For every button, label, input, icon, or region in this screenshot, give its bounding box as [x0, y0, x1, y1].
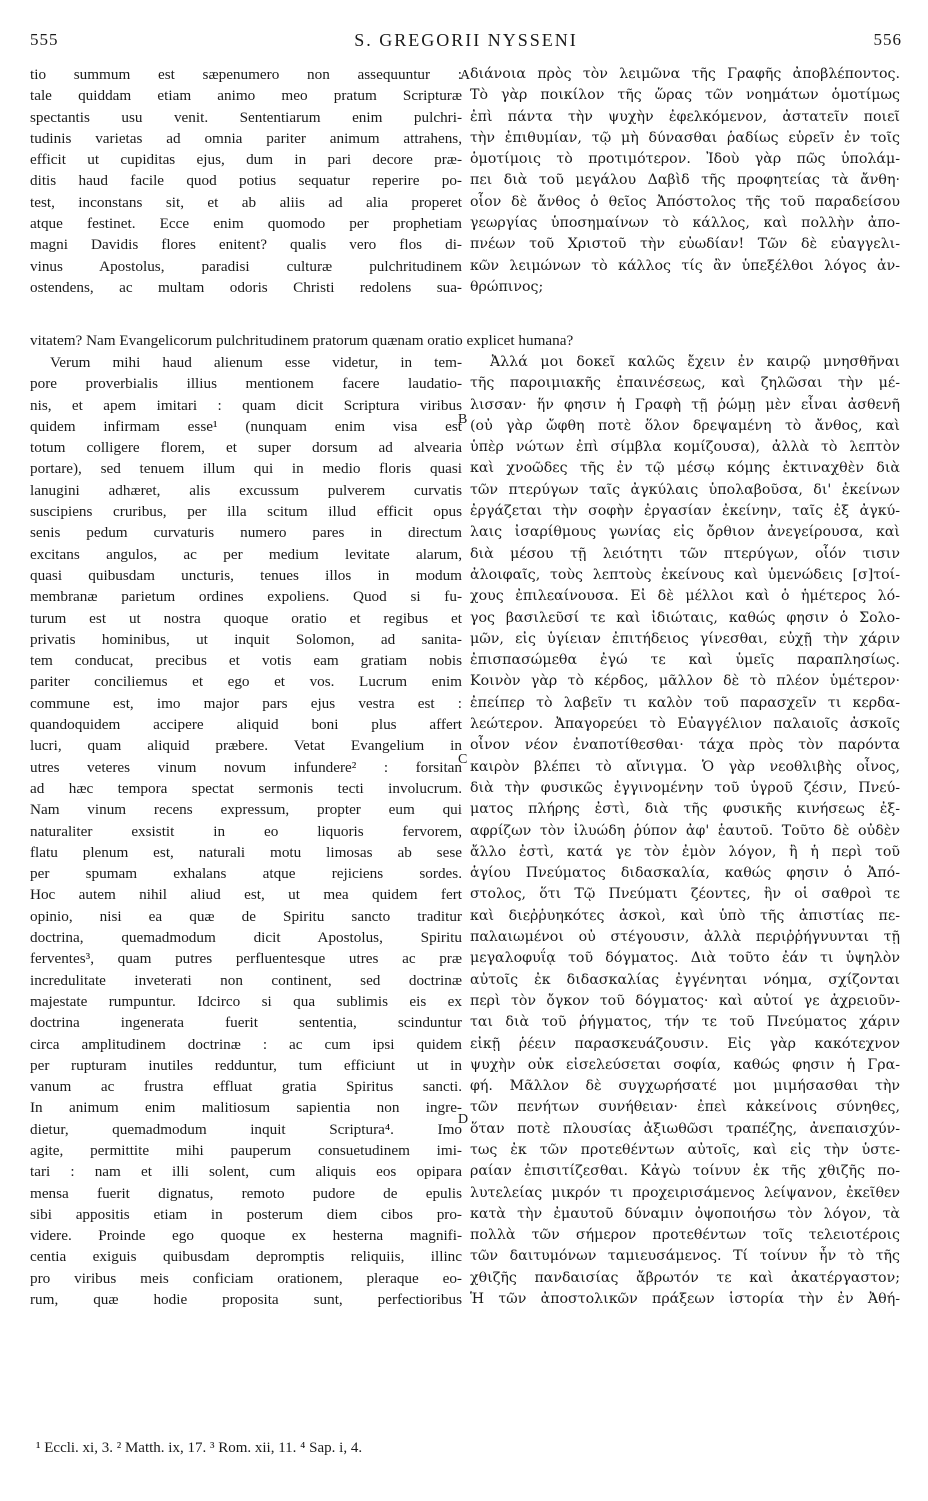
margin-marker-b: B — [458, 412, 468, 427]
text-line: magni Davidis flores enitent? qualis vero flos di- — [30, 236, 462, 254]
text-line: suscipiens cruribus, per illa scitum illud efficit opus — [30, 503, 462, 521]
greek-column-main — [470, 352, 900, 1310]
text-line: εἰκῇ ῥέειν παρασκευάζουσιν. Εἰς γὰρ κακότεχνον — [470, 1035, 900, 1052]
text-line: ἐπισπασώμεθα ἐγώ τε καὶ ὑμεῖς παραπλησίως. — [470, 652, 900, 669]
text-line: διὰ μέσου τῇ λειότητι τῶν πτερύγων, οἷόν τισιν — [470, 545, 900, 562]
text-line: tari : nam et illi solent, cum aliquis eos opipara — [30, 1163, 462, 1181]
text-line: turum est ut nostra quoque oratio et regibus et — [30, 609, 462, 627]
text-line: οἶνον νέον ἐναποτίθεσθαι· τάχα πρὸς τὸν παρόντα — [470, 737, 900, 754]
text-line: excitans angulos, ac per medium levitate alarum, — [30, 545, 462, 563]
text-line: tio summum est sæpenumero non assequuntur : — [30, 66, 462, 83]
text-line: tudinis varietas ad omnia pariter animum attrahens, — [30, 129, 462, 147]
text-line: ἀλοιφαῖς, τοὺς λεπτοὺς ἐκείνους καὶ ὑμενώδεις [σ]τοί- — [470, 566, 900, 583]
text-line: ferventes³, quam putres perfluentesque utres ac præ — [30, 950, 462, 968]
text-line: ψυχὴν οὐκ εἰσελεύσεται σοφία, καθώς φησιν ἡ Γρα- — [470, 1056, 900, 1073]
text-line: sibi appositis etiam in posterum diem cibos pro- — [30, 1205, 462, 1223]
text-line: ὑπὲρ νώτων ἐπὶ σίμβλα κομίζουσα), ἀλλὰ τὸ λεπτὸν — [470, 439, 900, 456]
text-line: nis, et apem imitari : quam dicit Scriptura viribus — [30, 396, 462, 414]
text-line: efficit ut cupiditas ejus, dum in pari decore præ- — [30, 151, 462, 169]
text-line: καιρὸν βλέπει τὸ αἴνιγμα. Ὁ γὰρ νεοθλιβὴς οἶνος, — [470, 758, 900, 775]
text-line: pro viribus meis conficiam orationem, pleraque eo- — [30, 1269, 462, 1287]
text-line: privatis hominibus, ut inquit Solomon, ad sanita- — [30, 630, 462, 648]
text-line: φή. Μᾶλλον δὲ συγχωρήσατέ μοι μιμήσασθαι τὴν — [470, 1078, 900, 1095]
text-line: portare), sed tenuem illum qui in medio floris quasi — [30, 460, 462, 478]
text-line: per spumam exhalans atque rejiciens sordes. — [30, 865, 462, 883]
text-line: lanugini adhæret, alis excussum pulverem curvatis — [30, 481, 462, 499]
text-line: τῶν δαιτυμόνων ταμιευσάμενος. Τί τοίνυν ἦν τὸ τῆς — [470, 1248, 900, 1265]
latin-column-top — [30, 64, 462, 298]
text-line: πει διὰ τοῦ μεγάλου Δαβὶδ τῆς προφητείας τὰ ἄνθη· — [470, 172, 900, 189]
text-line: κατὰ τὴν ἐμαυτοῦ δύναμιν ὀψοποιήσω τὸν λόγον, τὰ — [470, 1205, 900, 1222]
text-line: pariter conciliemus et ego et vos. Lucrum enim — [30, 673, 462, 691]
text-line: quasi quibusdam uncturis, tenues illos in modum — [30, 566, 462, 584]
text-line: incredulitate inveterati non continent, sed doctrinæ — [30, 971, 462, 989]
text-line: στολος, ὅτι Τῷ Πνεύματι ζέοντες, ἣν οἱ σαθροὶ τε — [470, 886, 900, 903]
text-line: τῶν πενήτων συνήθειαν· ἐπεὶ κἀκείνοις σύνηθες, — [470, 1099, 900, 1116]
text-line: Τὸ γὰρ ποικίλον τῆς ὥρας τῶν νοημάτων ὁμοτίμως — [470, 87, 900, 104]
text-line: λαις ἰσαρίθμους γωνίας εἰς ὄρθιον ἀνεγείρουσα, καὶ — [470, 524, 900, 541]
text-line: agite, permittite mihi pauperum consuetudinem imi- — [30, 1141, 462, 1159]
text-line: commune est, imo major pars ejus vestra est : — [30, 694, 462, 712]
running-header — [30, 30, 902, 60]
text-line: οἷον δὲ ἄνθος ὁ θεῖος Ἀπόστολος τῆς τοῦ παραδείσου — [470, 193, 900, 210]
text-line: utres veteres vinum novum infundere² : forsitan — [30, 758, 462, 776]
text-line: senis pedum curvaturis numero pares in directum — [30, 524, 462, 542]
text-line: λεώτερον. Ἀπαγορεύει τὸ Εὐαγγέλιον παλαιοῖς ἀσκοῖς — [470, 716, 900, 733]
margin-marker-d: D — [458, 1112, 469, 1127]
text-line: χθιζῆς πανδαισίας ἄβρωτόν τε καὶ ἀκατέργαστον; — [470, 1269, 900, 1286]
text-line: flatu plenum est, naturali motu limosas ab sese — [30, 843, 462, 861]
text-line: τῆς παροιμιακῆς ἐπαινέσεως, καὶ ζηλῶσαι τὴν μέ- — [470, 375, 900, 392]
text-line: κῶν λειμώνων τὸ κάλλος τίς ἂν ὑπεξέλθοι λόγος ἀν- — [470, 257, 900, 274]
text-line: μῶν, εἰς ὑγίειαν ἐπιτήδειος γίνεσθαι, εὐχῇ τὴν χάριν — [470, 630, 900, 647]
text-line: ἐπείπερ τὸ λαβεῖν τι καλὸν τοῦ παρασχεῖν τι κερδα- — [470, 694, 900, 711]
running-title: S. GREGORII NYSSENI — [354, 30, 578, 50]
text-line: ται διὰ τοῦ ῥήγματος, τήν τε τοῦ Πνεύματος χάριν — [470, 1014, 900, 1031]
text-line: totum colligere florem, et super dorsum ad alvearia — [30, 439, 462, 457]
text-line: τῶν πτερύγων ταῖς ἀγκύλαις ὑπολαβοῦσα, δι' ἐκείνων — [470, 481, 900, 498]
text-line: mensa fuerit dignatus, remoto pudore de epulis — [30, 1184, 462, 1202]
text-line: ραίαν ἐπισιτίζεσθαι. Κἀγὼ τοίνυν ἐκ τῆς χθιζῆς πο- — [470, 1163, 900, 1180]
text-line: Ἡ τῶν ἀποστολικῶν πράξεων ἱστορία τὴν ἐν Ἀθή- — [470, 1291, 900, 1308]
text-line: membranæ parietum ordines expoliens. Quod si fu- — [30, 588, 462, 606]
text-line: pore proverbialis illius mentionem facere laudatio- — [30, 375, 462, 393]
text-line: lucri, quam aliquid præbere. Vetat Evangelium in — [30, 737, 462, 755]
text-line: Nam vinum recens expressum, propter eum qui — [30, 801, 462, 819]
text-line: γος βασιλεῦσί τε καὶ ἰδιώταις, καθώς φησιν ὁ Σολο- — [470, 609, 900, 626]
page-number-right: 556 — [873, 30, 902, 49]
text-line: λισσαν· ἥν φησιν ἡ Γραφὴ τῇ ῥώμῃ μὲν εἶναι ἀσθενῆ — [470, 396, 900, 413]
text-line: spectantis usu venit. Sententiarum enim pulchri- — [30, 108, 462, 126]
text-line: αὐτοῖς ἐκ διδασκαλίας ἐγγένηται νόημα, σχίζονται — [470, 971, 900, 988]
text-line: centia exiguis quibusdam depromptis reliquiis, illinc — [30, 1248, 462, 1266]
text-line: ὅταν ποτὲ πλουσίας ἀξιωθῶσι τραπέζης, ἀνεπαισχύν- — [470, 1120, 900, 1137]
text-line: ὁμοτίμοις τὸ προτιμότερον. Ἰδοὺ γὰρ πῶς ὑπολάμ- — [470, 151, 900, 168]
text-line: αφρίζων τὸν ἰλυώδη ῥύπον ἀφ' ἑαυτοῦ. Τοῦτο δὲ οὐδὲν — [470, 822, 900, 839]
text-line: vinus Apostolus, paradisi culturæ pulchritudinem — [30, 257, 462, 275]
text-line: καὶ χνοῶδες τῆς ἐν τῷ μέσῳ κόμης ἐκτιναχθὲν διὰ — [470, 460, 900, 477]
text-line: quidem infirmam esse¹ (nunquam enim visa est — [30, 417, 462, 435]
text-line: majestate rumpuntur. Idcirco si qua sublimis eis ex — [30, 992, 462, 1010]
text-line: μεγαλοφυΐᾳ τοῦ δόγματος. Διὰ τοῦτο ἐάν τι ὑψηλὸν — [470, 950, 900, 967]
text-line: διὰ τὴν φυσικῶς ἐγγινομένην τοῦ ὑγροῦ ζέσιν, Πνεύ- — [470, 779, 900, 796]
text-line: quandoquidem accipere aliquid boni plus affert — [30, 716, 462, 734]
text-line: γεωργίας ὑποσημαίνων τὸ κάλλος, καὶ πολλὴν ἀπο- — [470, 215, 900, 232]
text-line: ad hæc tempora spectat sermonis tecti involucrum. — [30, 779, 462, 797]
text-line: circa amplitudinem doctrinæ : ac cum ipsi quidem — [30, 1035, 462, 1053]
text-line: per rupturam inutiles redduntur, tum efficiunt ut in — [30, 1056, 462, 1074]
text-line: vanum ac frustra effluat gratia Spiritus sancti. — [30, 1078, 462, 1096]
text-line: περὶ τὸν ὄγκον τοῦ δόγματος· καὶ αὐτοί γε ἀχρειοῦν- — [470, 992, 900, 1009]
text-line: dietur, quemadmodum inquit Scriptura⁴. Imo — [30, 1120, 462, 1138]
text-line: Κοινὸν γὰρ τὸ κέρδος, μᾶλλον δὲ τὸ πλέον ὑμέτερον· — [470, 673, 900, 690]
text-line: πνέων τοῦ Χριστοῦ τὴν εὐωδίαν! Τῶν δὲ εὐαγγελι- — [470, 236, 900, 253]
margin-marker-c: C — [458, 752, 468, 767]
text-line: tem conducat, precibus et votis eam gratiam nobis — [30, 652, 462, 670]
page-number-left: 555 — [30, 30, 59, 49]
text-line: Hoc autem nihil aliud est, ut mea quidem fert — [30, 886, 462, 904]
text-line: ἁγίου Πνεύματος διδασκαλία, καθώς φησιν ὁ Ἀπό- — [470, 865, 900, 882]
text-line: test, inconstans sit, et ab aliis ad alia properet — [30, 193, 462, 211]
text-line: λυτελείας μικρόν τι προχειρισάμενος λείψανον, ἐκεῖθεν — [470, 1184, 900, 1201]
text-line: ditis haud facile quod potius sequatur reperire po- — [30, 172, 462, 190]
text-line: ostendens, ac multam odoris Christi redolens sua- — [30, 278, 462, 296]
text-line: atque festinet. Ecce enim quomodo per prophetiam — [30, 215, 462, 233]
text-line: ἐπὶ πάντα τὴν ψυχὴν ἐφελκόμενον, ἀστατεῖν ποιεῖ — [470, 108, 900, 125]
text-line: διάνοια πρὸς τὸν λειμῶνα τῆς Γραφῆς ἀποβλέποντος. — [470, 66, 900, 82]
text-line: ἄλλο ἐστὶ, κατά γε τὸν ἐμὸν λόγον, ἢ ἡ περὶ τοῦ — [470, 843, 900, 860]
text-line: ἐργάζεται τὴν σοφὴν ἐργασίαν ἐκείνην, ταῖς ἐξ ἀγκύ- — [470, 503, 900, 520]
text-line: θρώπινος; — [470, 278, 544, 295]
text-line: tale quiddam etiam animo meo pratum Scripturæ — [30, 87, 462, 105]
text-line: καὶ διεῤῥυηκότες ἀσκοὶ, καὶ ὑπὸ τῆς ἀπιστίας πε- — [470, 907, 900, 924]
text-line: ματος πλήρης ἐστὶ, διὰ τῆς φυσικῆς κινήσεως ἐξ- — [470, 801, 900, 818]
latin-column-main — [30, 352, 462, 1310]
text-line: χους ἐπιλεαίνουσα. Εἰ δὲ μέλλοι καὶ ὁ ἡμέτερος λό- — [470, 588, 900, 605]
text-line: τὴν ἐπιθυμίαν, τῷ μὴ δύνασθαι ῥαδίως εὑρεῖν ἐν τοῖς — [470, 129, 900, 146]
greek-column-top — [470, 64, 900, 298]
text-line: opinio, nisi ea quæ de Spiritu sancto traditur — [30, 907, 462, 925]
bridge-line: vitatem? Nam Evangelicorum pulchritudinem pratorum quænam oratio explicet humana? — [30, 332, 574, 349]
margin-marker-a: A — [460, 68, 471, 83]
text-line: τως ἐκ τῶν προτεθέντων αὐτοῖς, καὶ εἰς τὴν ὑστε- — [470, 1141, 900, 1158]
text-line: doctrina ingenerata fuerit sententia, scinduntur — [30, 1014, 462, 1032]
text-line: rum, quæ hodie proposita sunt, perfectioribus — [30, 1291, 462, 1309]
text-line: In animum enim malitiosum sapientia non ingre- — [30, 1099, 462, 1117]
text-line: Verum mihi haud alienum esse videtur, in tem- — [50, 354, 462, 371]
text-line: (οὐ γὰρ ὤφθη ποτὲ ὅλον δρεψαμένη τὸ ἄνθος, καὶ — [470, 417, 900, 434]
text-line: doctrina, quemadmodum dicit Apostolus, Spiritu — [30, 929, 462, 947]
text-line: πολλὰ τῶν σήμερον προτεθέντων τοῖς τελειοτέροις — [470, 1227, 900, 1244]
text-line: παλαιωμένοι οὐ στέγουσιν, ἀλλὰ περιῤῥήγνυνται τῇ — [470, 929, 900, 946]
text-line: Ἀλλά μοι δοκεῖ καλῶς ἔχειν ἐν καιρῷ μνησθῆναι — [490, 354, 900, 370]
text-line: videre. Proinde ego quoque ex hesterna magnifi- — [30, 1227, 462, 1245]
text-line: naturaliter exsistit in eo liquoris fervorem, — [30, 822, 462, 840]
footnotes: ¹ Eccli. xi, 3. ² Matth. ix, 17. ³ Rom. xii, 11. ⁴ Sap. i, 4. — [36, 1440, 363, 1456]
